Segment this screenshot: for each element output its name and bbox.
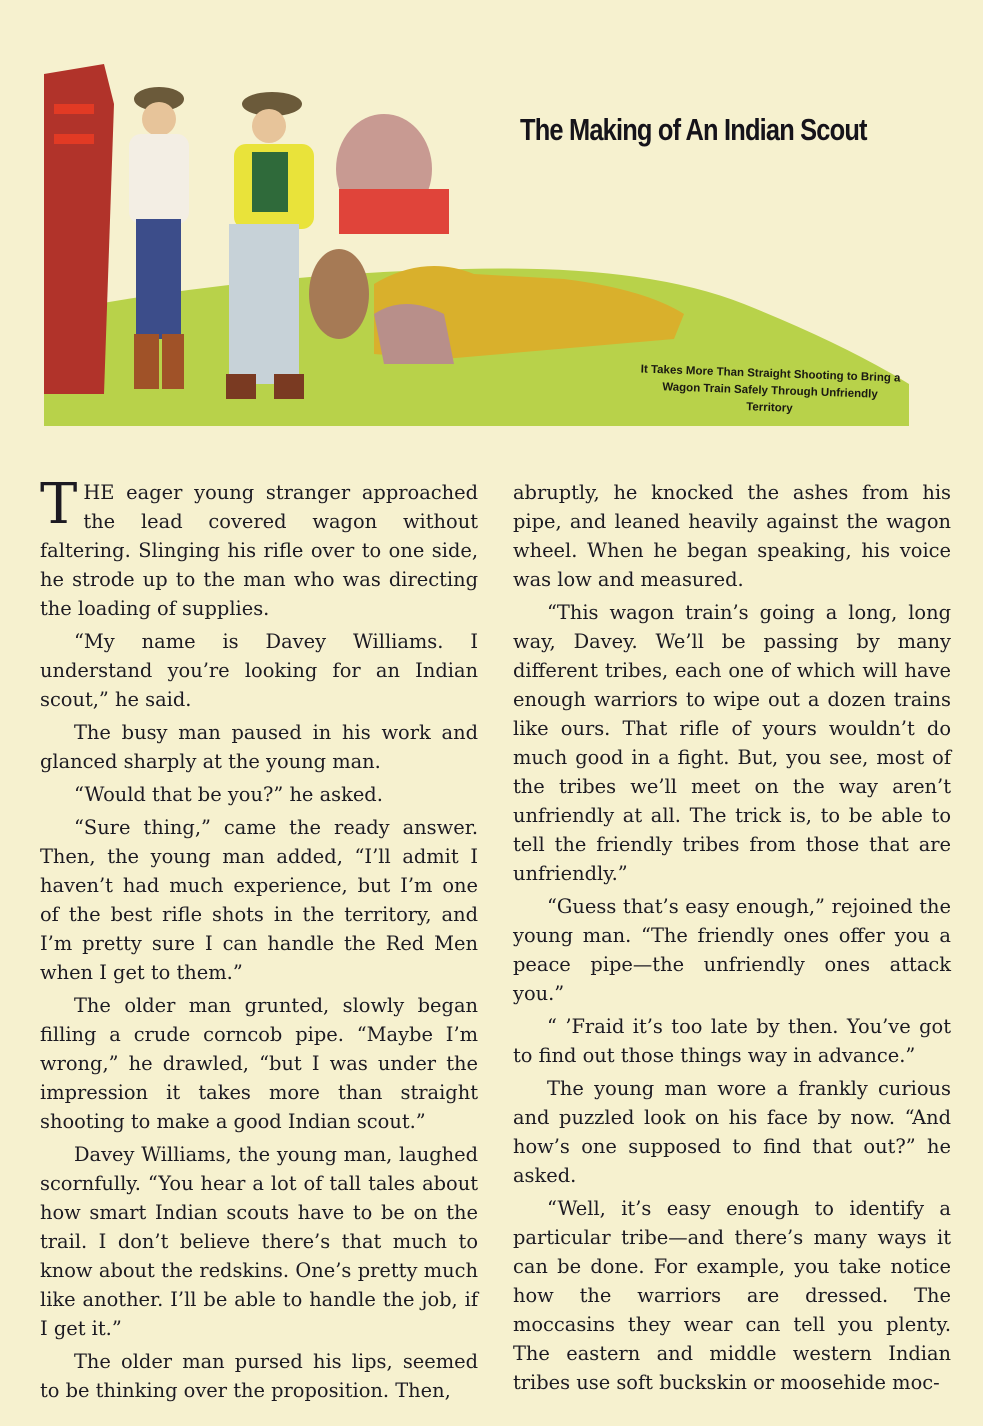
paragraph: “This wagon train’s going a long, long way, Davey. We’ll be passing by many different tribes, each one of which will have enough warriors to wipe out a dozen trains like ours. That rifle of yours wouldn’t do much good in a fight. But, you see, most of the tribes we’ll meet on the way aren’t unfriendly at all. The trick is, to be able to tell the friendly tribes from those that are unfriendly.” [513,601,951,885]
story-title: The Making of An Indian Scout [520,112,867,147]
illustration-caption: It Takes More Than Straight Shooting to Bring a Wagon Train Safely Through Unfriendly Territory [640,363,901,415]
text-column-right [513,478,951,1401]
paragraph: “Guess that’s easy enough,” rejoined the young man. “The friendly ones offer you a peace pipe—the unfriendly ones attack you.” [513,895,951,1005]
paragraph: The busy man paused in his work and glanced sharply at the young man. [40,721,478,773]
paragraph: “ ’Fraid it’s too late by then. You’ve got to find out those things way in advance.” [513,1015,951,1067]
paragraph: abruptly, he knocked the ashes from his pipe, and leaned heavily against the wagon wheel. When he began speaking, his voice was low and measured. [513,481,951,591]
paragraph-text: HE eager young stranger approached the lead covered wagon without faltering. Slinging his rifle over to one side, he strode up to the man who was directing the loading of supplies. [40,481,478,620]
paragraph: “My name is Davey Williams. I understand you’re looking for an Indian scout,” he said. [40,630,478,711]
text-column-left [40,472,478,1409]
paragraph: The older man pursed his lips, seemed to be thinking over the proposition. Then, [40,1350,478,1402]
paragraph: “Well, it’s easy enough to identify a particular tribe—and there’s many ways it can be done. For example, you take notice how the warriors are dressed. The moccasins they wear can tell you plenty. The eastern and middle western Indian tribes use soft buckskin or moosehide moc- [513,1197,951,1394]
barrel [309,249,369,339]
paragraph: Davey Williams, the young man, laughed scornfully. “You hear a lot of tall tales about how smart Indian scouts have to be on the trail. I don’t believe there’s that much to know about the redskins. One’s pretty much like another. I’ll be able to handle the job, if I get it.” [40,1143,478,1340]
drop-cap: T [40,472,78,537]
paragraph [40,472,478,623]
paragraph: “Sure thing,” came the ready answer. Then, the young man added, “I’ll admit I haven’t had much experience, but I’m one of the best rifle shots in the territory, and I’m pretty sure I can handle the Red Men when I get to them.” [40,816,478,984]
paragraph: “Would that be you?” he asked. [74,783,383,806]
paragraph: The young man wore a frankly curious and puzzled look on his face by now. “And how’s one supposed to find that out?” he asked. [513,1077,951,1187]
paragraph: The older man grunted, slowly began filling a crude corncob pipe. “Maybe I’m wrong,” he drawled, “but I was under the impression it takes more than straight shooting to make a good Indian scout.” [40,994,478,1133]
wagon-bed [339,189,449,234]
old-man-figure [129,87,189,389]
